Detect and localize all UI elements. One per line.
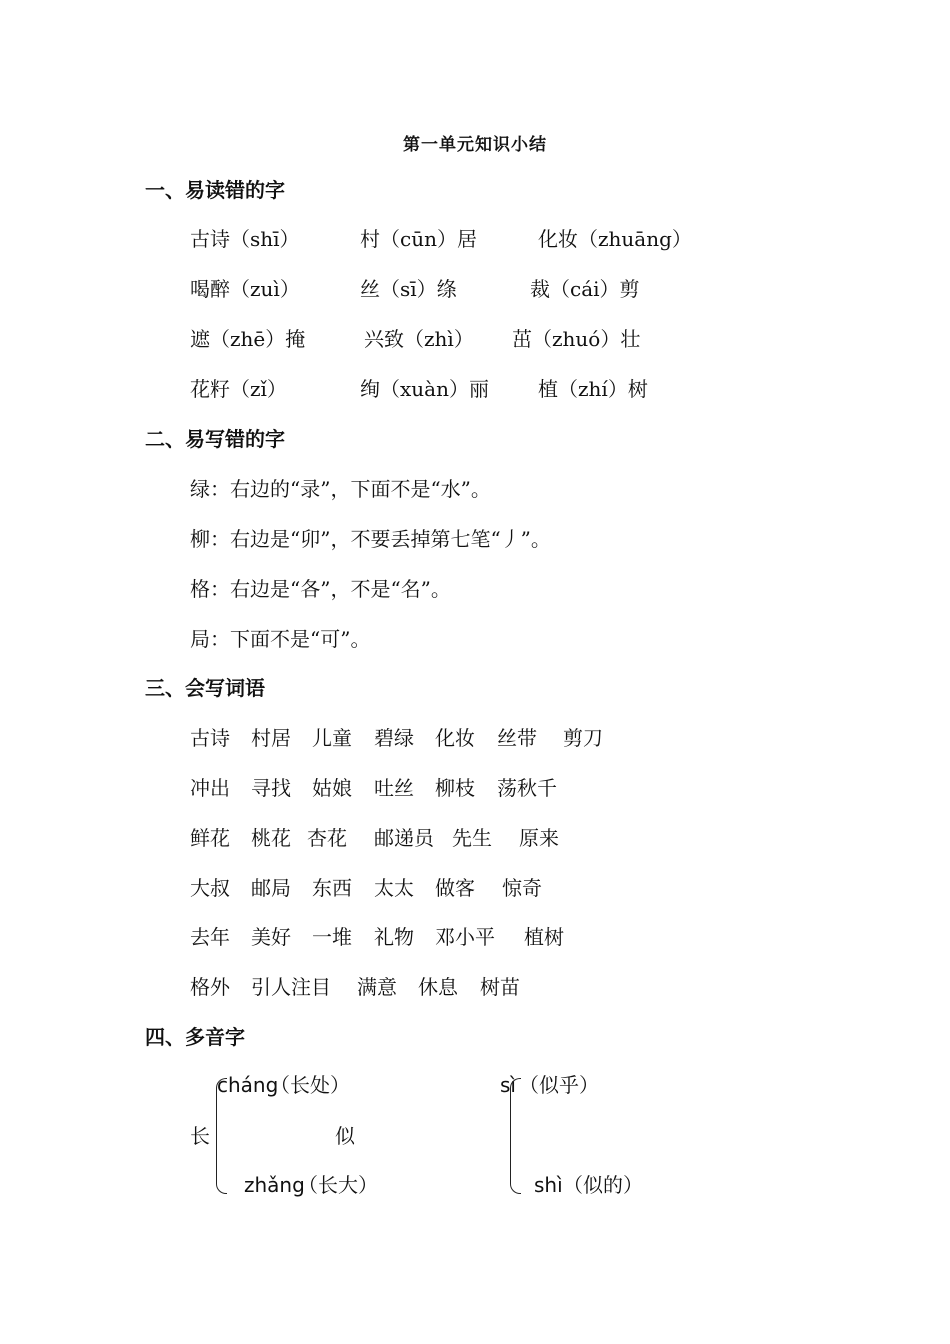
- vocab-word: 鲜花: [190, 826, 230, 850]
- section-heading-polyphonic: 四、多音字: [145, 1025, 245, 1049]
- vocab-word: 姑娘: [312, 776, 352, 800]
- section-heading-misread: 一、易读错的字: [145, 178, 285, 202]
- vocab-word: 格外: [190, 975, 230, 999]
- miswritten-text: 局：下面不是“可”。: [190, 627, 371, 651]
- poly-left-char: 长: [190, 1124, 210, 1148]
- vocab-word: 休息: [418, 975, 458, 999]
- misread-item: 化妆（zhuāng）: [538, 227, 692, 251]
- vocab-word: 邓小平: [435, 925, 495, 949]
- vocab-word: 礼物: [374, 925, 414, 949]
- misread-item: 古诗（shī）: [190, 227, 300, 251]
- vocab-word: 荡秋千: [497, 776, 557, 800]
- vocab-word: 村居: [251, 726, 291, 750]
- vocab-word: 先生: [452, 826, 492, 850]
- page-title: 第一单元知识小结: [403, 135, 547, 155]
- vocab-word: 碧绿: [374, 726, 414, 750]
- vocab-word: 做客: [435, 876, 475, 900]
- section-heading-vocabulary: 三、会写词语: [145, 676, 265, 700]
- vocab-word: 去年: [190, 925, 230, 949]
- vocab-word: 桃花: [251, 826, 291, 850]
- vocab-word: 美好: [251, 925, 291, 949]
- miswritten-text: 绿：右边的“录”，下面不是“水”。: [190, 477, 491, 501]
- vocab-word: 太太: [374, 876, 414, 900]
- poly-left-bottom-word: （长大）: [298, 1173, 378, 1197]
- misread-item: 村（cūn）居: [360, 227, 477, 251]
- vocab-word: 邮局: [251, 876, 291, 900]
- poly-right-bottom-pinyin: shì: [534, 1173, 563, 1197]
- vocab-word: 植树: [524, 925, 564, 949]
- brace-icon: [216, 1078, 227, 1194]
- poly-right-bottom-word: （似的）: [563, 1173, 643, 1197]
- miswritten-text: 柳：右边是“卯”，不要丢掉第七笔“丿”。: [190, 527, 551, 551]
- poly-right-top-pinyin: sì: [500, 1073, 516, 1097]
- misread-item: 裁（cái）剪: [530, 277, 640, 301]
- section-heading-miswritten: 二、易写错的字: [145, 427, 285, 451]
- vocab-word: 儿童: [312, 726, 352, 750]
- poly-left-bottom-pinyin: zhǎng: [244, 1173, 305, 1197]
- vocab-word: 引人注目: [251, 975, 331, 999]
- poly-right-char: 似: [335, 1124, 355, 1148]
- vocab-word: 大叔: [190, 876, 230, 900]
- vocab-word: 丝带: [497, 726, 537, 750]
- vocab-word: 邮递员: [374, 826, 434, 850]
- vocab-word: 满意: [357, 975, 397, 999]
- miswritten-text: 格：右边是“各”，不是“名”。: [190, 577, 451, 601]
- brace-icon: [510, 1078, 521, 1194]
- poly-left-top-pinyin: cháng: [217, 1073, 279, 1097]
- misread-item: 喝醉（zuì）: [190, 277, 300, 301]
- vocab-word: 杏花: [307, 826, 347, 850]
- vocab-word: 东西: [312, 876, 352, 900]
- vocab-word: 剪刀: [563, 726, 603, 750]
- vocab-word: 吐丝: [374, 776, 414, 800]
- misread-item: 遮（zhē）掩: [190, 327, 306, 351]
- misread-item: 植（zhí）树: [538, 377, 648, 401]
- vocab-word: 化妆: [435, 726, 475, 750]
- vocab-word: 古诗: [190, 726, 230, 750]
- poly-right-top-word: （似乎）: [519, 1073, 599, 1097]
- vocab-word: 柳枝: [435, 776, 475, 800]
- vocab-word: 惊奇: [502, 876, 542, 900]
- misread-item: 丝（sī）绦: [360, 277, 457, 301]
- vocab-word: 原来: [519, 826, 559, 850]
- vocab-word: 树苗: [480, 975, 520, 999]
- misread-item: 花籽（zǐ）: [190, 377, 287, 401]
- poly-left-top-word: （长处）: [270, 1073, 350, 1097]
- misread-item: 兴致（zhì）: [364, 327, 474, 351]
- misread-item: 茁（zhuó）壮: [512, 327, 641, 351]
- vocab-word: 一堆: [312, 925, 352, 949]
- vocab-word: 冲出: [190, 776, 230, 800]
- vocab-word: 寻找: [251, 776, 291, 800]
- misread-item: 绚（xuàn）丽: [360, 377, 489, 401]
